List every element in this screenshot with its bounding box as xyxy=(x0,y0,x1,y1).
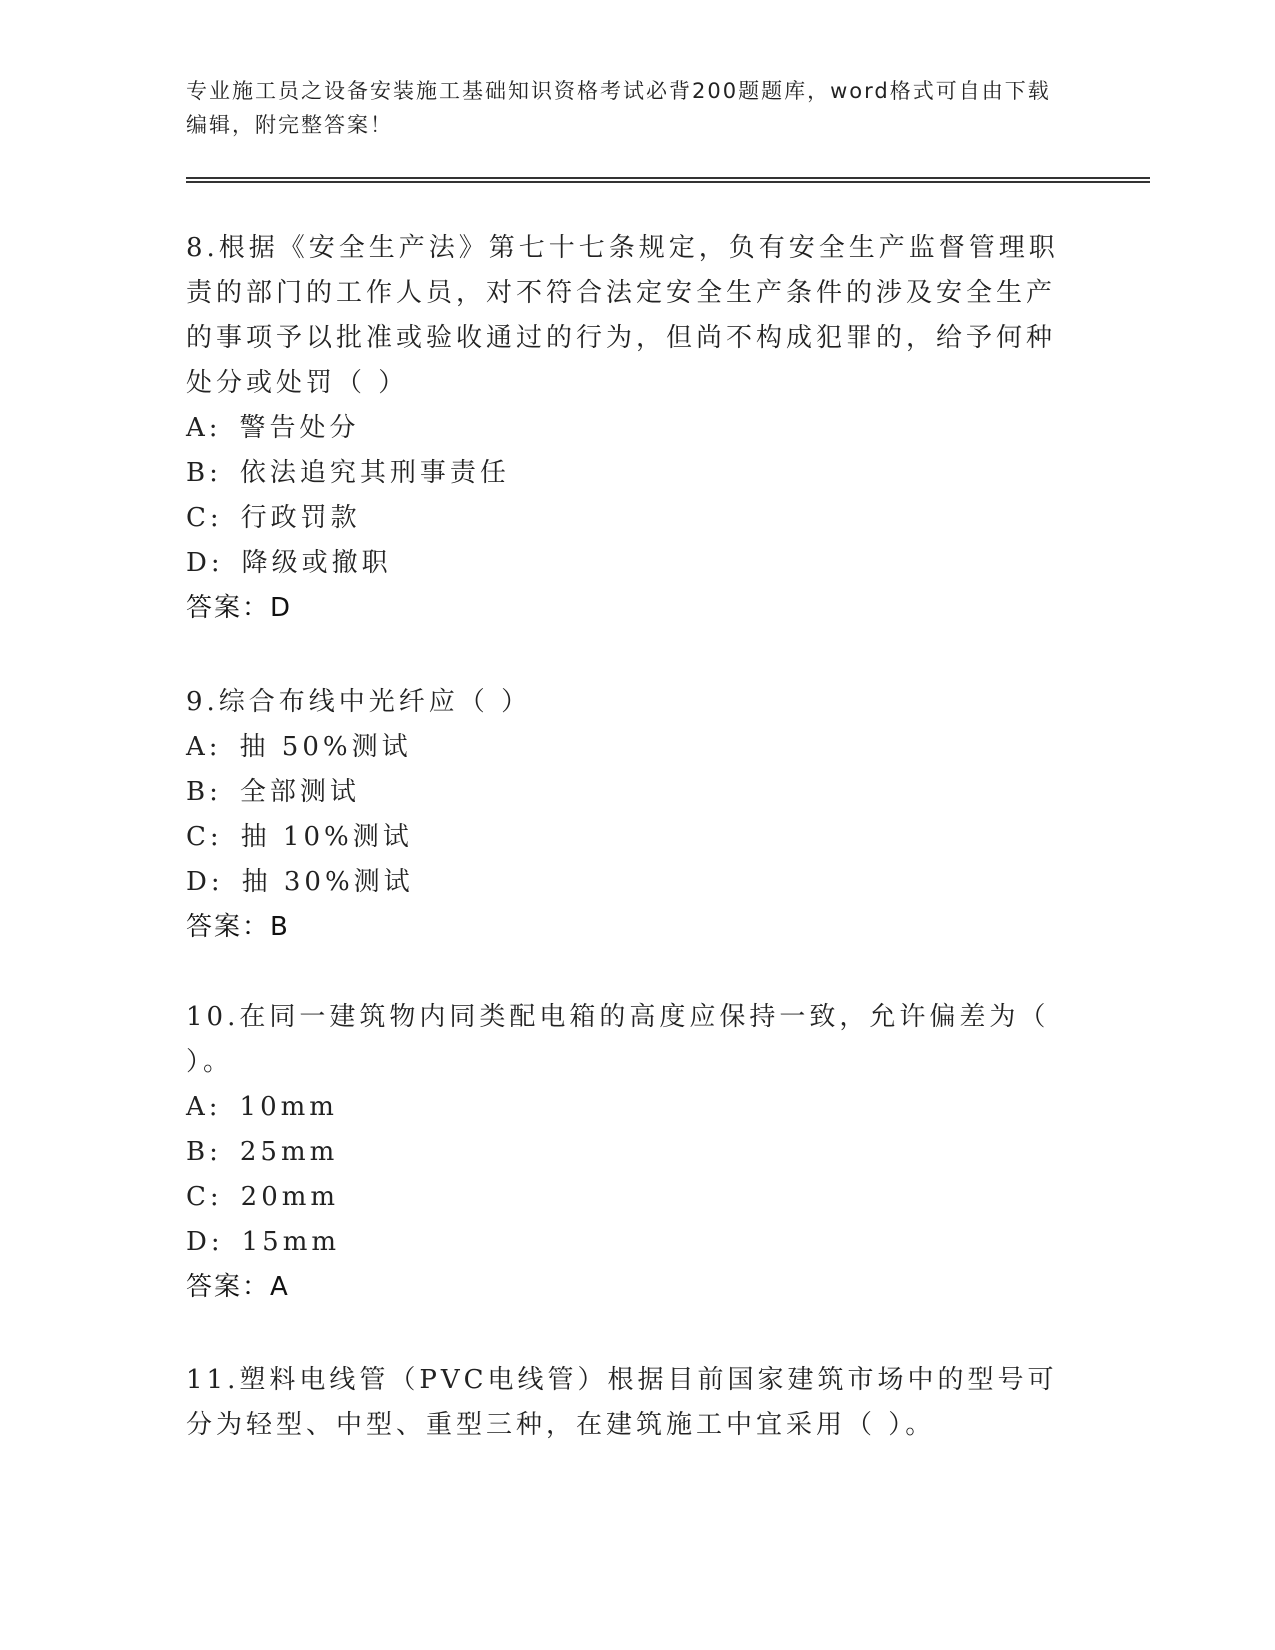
question-stem: 8.根据《安全生产法》第七十七条规定，负有安全生产监督管理职责的部门的工作人员，对不符合法定安全生产条件的涉及安全生产的事项予以批准或验收通过的行为，但尚不构成犯罪的，给予何种处分或处罚（ ） xyxy=(186,233,1059,398)
document-header: 专业施工员之设备安装施工基础知识资格考试必背200题题库，word格式可自由下载编辑，附完整答案！ xyxy=(186,79,1051,137)
option-letter: B: xyxy=(186,777,222,807)
option-b xyxy=(186,770,1066,815)
answer-line: 答案：D xyxy=(186,593,293,623)
option-letter: D: xyxy=(186,867,224,897)
option-text: 抽 50%测试 xyxy=(239,732,412,762)
option-letter: D: xyxy=(186,548,224,578)
header-divider xyxy=(186,177,1150,183)
option-a xyxy=(186,725,1066,770)
answer-line: 答案：B xyxy=(186,912,290,942)
option-letter: A: xyxy=(186,413,222,443)
option-text: 抽 10%测试 xyxy=(240,822,413,852)
option-letter: B: xyxy=(186,458,222,488)
option-letter: A: xyxy=(186,732,222,762)
option-d xyxy=(186,541,1066,586)
question-8 xyxy=(186,226,1066,631)
option-text: 15mm xyxy=(241,1227,341,1257)
answer-line: 答案：A xyxy=(186,1272,290,1302)
option-letter: C: xyxy=(186,1182,223,1212)
option-text: 抽 30%测试 xyxy=(241,867,414,897)
option-d xyxy=(186,1220,1066,1265)
option-text: 10mm xyxy=(239,1092,338,1122)
option-text: 警告处分 xyxy=(239,413,360,443)
option-a xyxy=(186,1085,1066,1130)
question-11 xyxy=(186,1358,1066,1448)
question-stem: 9.综合布线中光纤应（ ） xyxy=(186,687,532,717)
question-10 xyxy=(186,995,1066,1310)
option-c xyxy=(186,815,1066,860)
option-letter: C: xyxy=(186,503,223,533)
option-text: 25mm xyxy=(239,1137,339,1167)
option-a xyxy=(186,406,1066,451)
option-text: 全部测试 xyxy=(239,777,360,807)
option-b xyxy=(186,1130,1066,1175)
option-b xyxy=(186,451,1066,496)
option-text: 行政罚款 xyxy=(240,503,361,533)
option-letter: A: xyxy=(186,1092,222,1122)
question-stem: 10.在同一建筑物内同类配电箱的高度应保持一致，允许偏差为（ ）。 xyxy=(186,1002,1050,1077)
option-letter: B: xyxy=(186,1137,222,1167)
option-letter: D: xyxy=(186,1227,224,1257)
option-text: 依法追究其刑事责任 xyxy=(239,458,510,488)
option-d xyxy=(186,860,1066,905)
option-letter: C: xyxy=(186,822,223,852)
option-c xyxy=(186,1175,1066,1220)
question-9 xyxy=(186,680,1066,950)
option-text: 20mm xyxy=(240,1182,340,1212)
question-stem: 11.塑料电线管（PVC电线管）根据目前国家建筑市场中的型号可分为轻型、中型、重型三种，在建筑施工中宜采用（ ）。 xyxy=(186,1365,1058,1440)
option-c xyxy=(186,496,1066,541)
option-text: 降级或撤职 xyxy=(241,548,392,578)
